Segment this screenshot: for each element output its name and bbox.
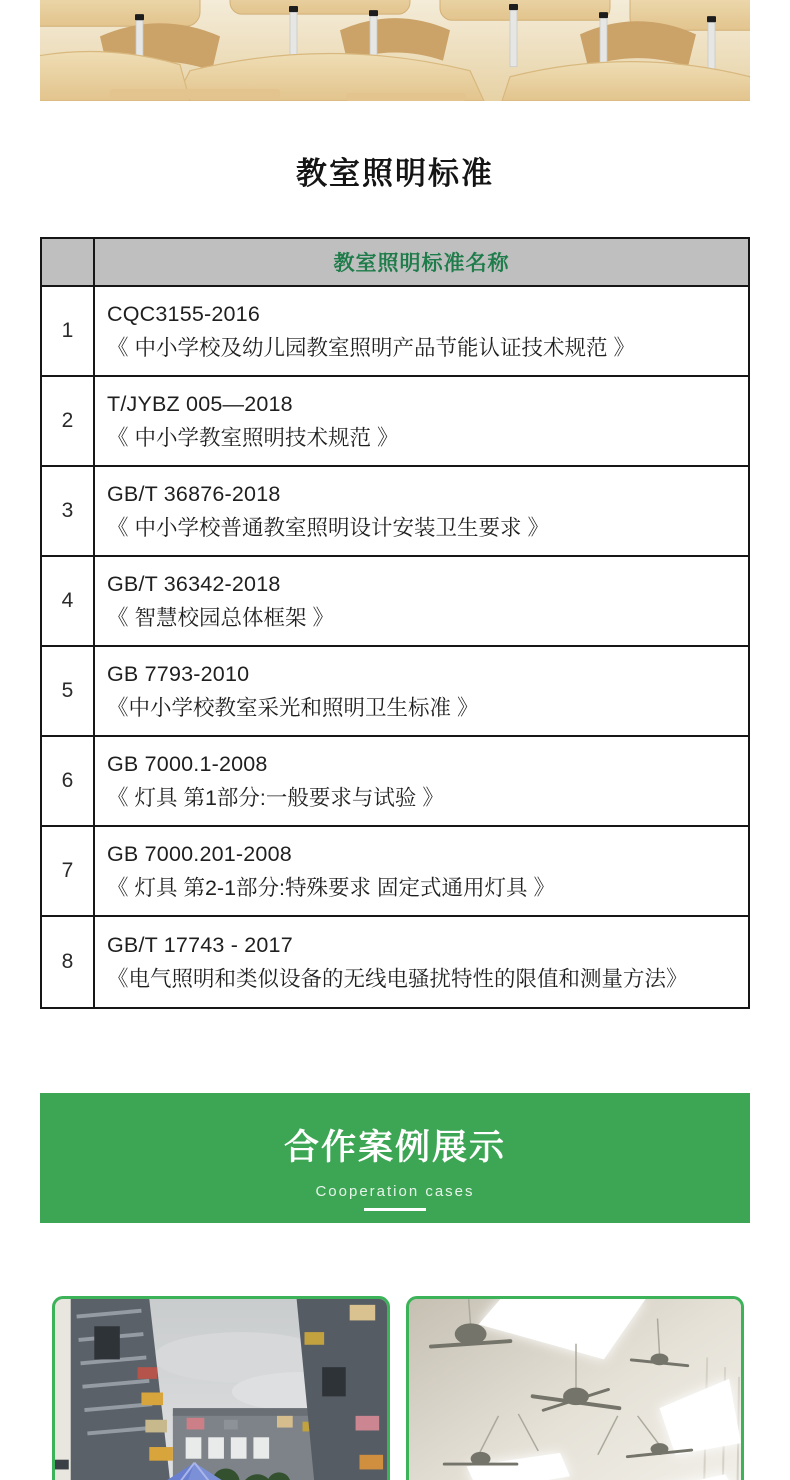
page-title: 教室照明标准 (296, 156, 494, 191)
row-number: 1 (42, 287, 95, 375)
classroom-ceiling-lights-photo (406, 1296, 744, 1480)
table-row (42, 287, 748, 377)
table-row (42, 377, 748, 467)
row-content (95, 377, 748, 465)
standard-code: GB 7000.201-2008 (107, 842, 292, 866)
row-content (95, 467, 748, 555)
table-row (42, 647, 748, 737)
school-building-illustration (55, 1299, 387, 1480)
cooperation-cases-banner (40, 1093, 750, 1223)
row-content (95, 737, 748, 825)
row-number: 2 (42, 377, 95, 465)
table-header-number-cell (42, 239, 95, 285)
classroom-desks-illustration (40, 0, 750, 101)
standard-code: GB/T 36342-2018 (107, 572, 281, 596)
standard-name: 《 智慧校园总体框架 》 (107, 606, 334, 630)
row-number: 8 (42, 917, 95, 1007)
cooperation-cases-gallery (52, 1296, 790, 1480)
row-content (95, 287, 748, 375)
standard-name: 《 中小学教室照明技术规范 》 (107, 426, 399, 450)
table-row (42, 557, 748, 647)
banner-title: 合作案例展示 (283, 1128, 506, 1167)
row-content (95, 557, 748, 645)
standard-code: T/JYBZ 005—2018 (107, 392, 293, 416)
row-number: 4 (42, 557, 95, 645)
table-header-name-cell: 教室照明标准名称 (333, 252, 510, 275)
standard-name: 《中小学校教室采光和照明卫生标准 》 (107, 696, 479, 720)
standard-name: 《 灯具 第1部分:一般要求与试验 》 (107, 786, 444, 810)
standard-code: GB 7000.1-2008 (107, 752, 268, 776)
banner-subtitle: Cooperation cases (315, 1183, 475, 1200)
standard-code: GB 7793-2010 (107, 662, 250, 686)
table-row (42, 827, 748, 917)
standard-name: 《 中小学校及幼儿园教室照明产品节能认证技术规范 》 (107, 336, 635, 360)
row-number: 5 (42, 647, 95, 735)
row-number: 3 (42, 467, 95, 555)
table-row (42, 737, 748, 827)
standard-code: GB/T 17743 - 2017 (107, 933, 293, 957)
school-building-photo (52, 1296, 390, 1480)
classroom-desks-photo (40, 0, 750, 101)
row-content (95, 917, 748, 1007)
row-number: 7 (42, 827, 95, 915)
row-content (95, 827, 748, 915)
standard-name: 《电气照明和类似设备的无线电骚扰特性的限值和测量方法》 (107, 967, 688, 991)
row-content (95, 647, 748, 735)
banner-underline (364, 1208, 426, 1211)
standards-table (40, 237, 750, 1009)
standard-code: GB/T 36876-2018 (107, 482, 281, 506)
standard-name: 《 灯具 第2-1部分:特殊要求 固定式通用灯具 》 (107, 876, 555, 900)
table-header-row (42, 239, 748, 287)
table-row (42, 467, 748, 557)
standard-code: CQC3155-2016 (107, 302, 260, 326)
standard-name: 《 中小学校普通教室照明设计安装卫生要求 》 (107, 516, 549, 540)
classroom-ceiling-illustration (409, 1299, 741, 1480)
table-row (42, 917, 748, 1007)
row-number: 6 (42, 737, 95, 825)
